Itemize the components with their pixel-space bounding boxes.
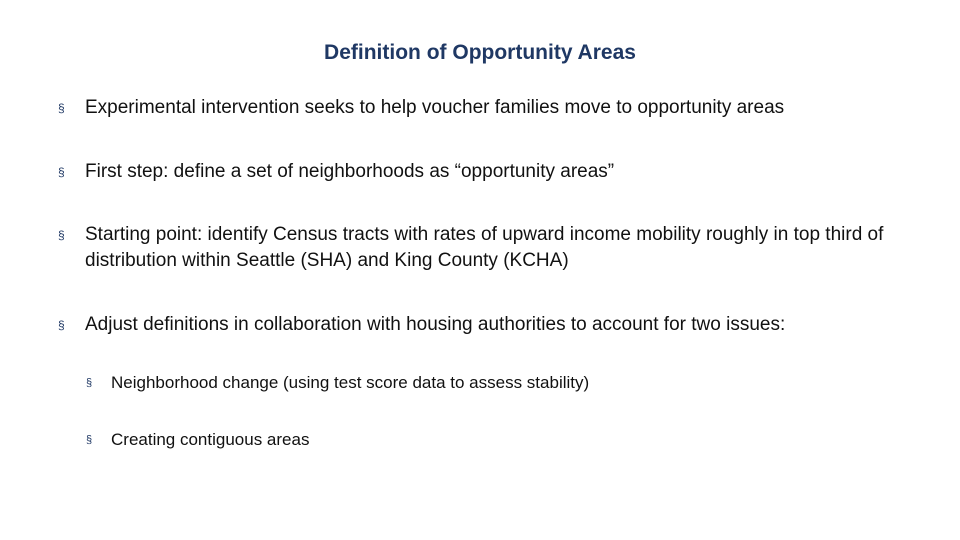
- bullet-text: First step: define a set of neighborhoods as “opportunity areas”: [85, 161, 615, 182]
- bullet-marker-icon: §: [58, 228, 65, 242]
- bullet-item: [58, 222, 918, 274]
- sub-bullet-text: Creating contiguous areas: [111, 430, 310, 449]
- bullet-item: [58, 312, 918, 338]
- bullet-text: Starting point: identify Census tracts with rates of upward income mobility roughly in top third of distribution within Seattle (SHA) and King County (KCHA): [85, 224, 884, 271]
- slide-title: Definition of Opportunity Areas: [324, 41, 636, 64]
- bullet-item: [58, 159, 918, 185]
- sub-bullet-text: Neighborhood change (using test score data to assess stability): [111, 373, 590, 392]
- bullet-text: Experimental intervention seeks to help voucher families move to opportunity areas: [85, 97, 785, 118]
- bullet-marker-icon: §: [58, 101, 65, 115]
- sub-bullet-item: [86, 428, 886, 452]
- sub-bullet-item: [86, 371, 886, 395]
- sub-bullet-marker-icon: §: [86, 377, 93, 389]
- bullet-text: Adjust definitions in collaboration with housing authorities to account for two issues:: [85, 314, 786, 335]
- bullet-item: [58, 95, 918, 121]
- bullet-marker-icon: §: [58, 165, 65, 179]
- bullet-marker-icon: §: [58, 318, 65, 332]
- sub-bullet-marker-icon: §: [86, 434, 93, 446]
